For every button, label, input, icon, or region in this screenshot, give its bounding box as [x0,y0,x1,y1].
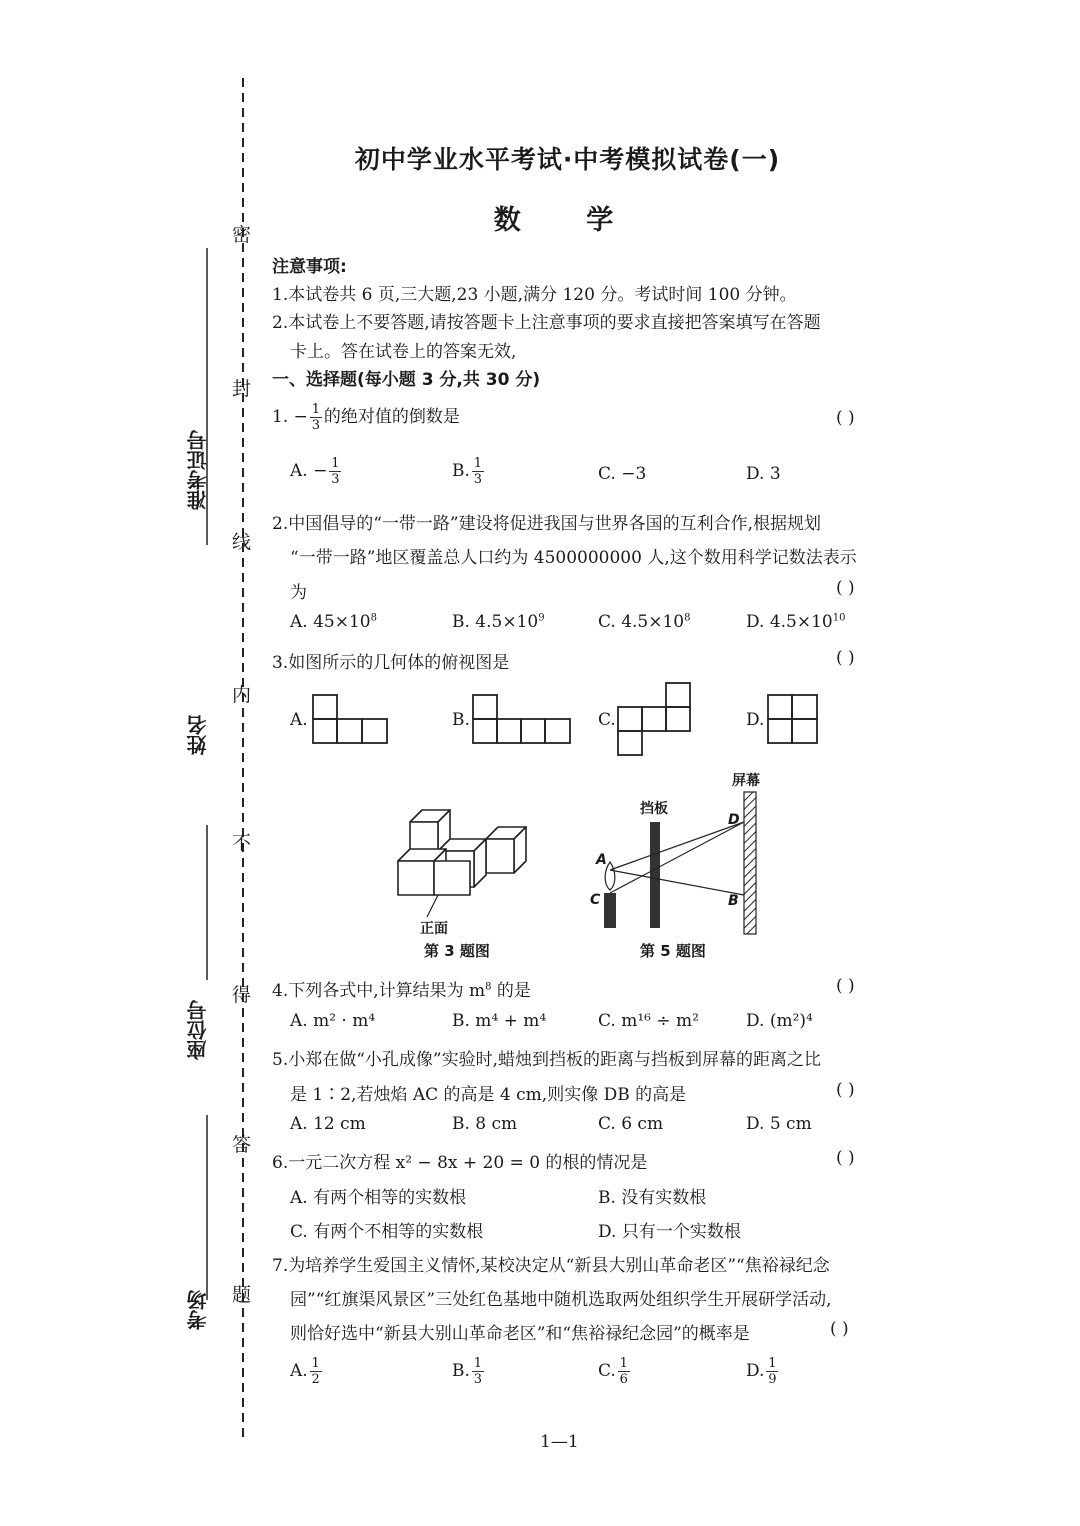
q3-option-a-label[interactable]: A. [290,710,308,730]
fig5-point-c: C [590,892,601,908]
seal-char: 答 [232,1134,252,1156]
answer-paren: ( ) [836,1148,855,1168]
seal-char: 内 [232,684,252,706]
fig5-candle [604,893,616,928]
answer-paren: ( ) [836,648,855,668]
fig5-board-label: 挡板 [640,801,668,817]
notes-item-1: 1.本试卷共 6 页,三大题,23 小题,满分 120 分。考试时间 100 分钟。 [272,285,797,305]
question-2-line-2: “一带一路”地区覆盖总人口约为 4500000000 人,这个数用科学记数法表示 [290,548,857,568]
question-6: 6.一元二次方程 x² − 8x + 20 = 0 的根的情况是 [272,1153,648,1173]
answer-paren: ( ) [836,1080,855,1100]
section-heading: 一、选择题(每小题 3 分,共 30 分) [272,370,541,390]
answer-paren: ( ) [836,976,855,996]
q6-option-c[interactable]: C. 有两个不相等的实数根 [290,1222,484,1242]
question-7-line-3: 则恰好选中“新县大别山革命老区”和“焦裕禄纪念园”的概率是 [290,1324,750,1344]
q2-option-b[interactable]: B. $4.5\times 10^9$ [452,612,545,632]
fig3-cubes [398,810,526,895]
question-5-line-1: 5.小郑在做“小孔成像”实验时,蜡烛到挡板的距离与挡板到屏幕的距离之比 [272,1050,822,1070]
notes-item-2: 2.本试卷上不要答题,请按答题卡上注意事项的要求直接把答案填写在答题 [272,313,821,333]
exam-id-label: 准考证号 [186,430,210,510]
question-2-line-3: 为 [290,583,307,603]
fig5-caption: 第 5 题图 [640,942,706,960]
q1-option-d[interactable]: D. 3 [746,464,781,484]
q7-option-a[interactable]: A. $\frac{1}{2}$ [290,1356,320,1387]
q4-option-a[interactable]: A. m² · m⁴ [290,1011,376,1031]
paper-title: 初中学业水平考试·中考模拟试卷(一) [354,145,781,174]
seal-char: 线 [232,531,252,553]
q6-option-d[interactable]: D. 只有一个实数根 [598,1222,741,1242]
q2-option-c[interactable]: C. $4.5\times 10^8$ [598,612,691,632]
q5-option-c[interactable]: C. 6 cm [598,1114,664,1134]
q6-option-a[interactable]: A. 有两个相等的实数根 [290,1188,467,1208]
answer-paren: ( ) [836,408,855,428]
q3-option-d-label[interactable]: D. [746,710,765,730]
fig5-point-b: B [728,893,739,909]
q2-option-a[interactable]: A. $45\times 10^8$ [290,612,377,632]
q5-option-a[interactable]: A. 12 cm [290,1114,366,1134]
q1-option-a[interactable]: A. − $\frac{1}{3}$ [290,456,340,487]
q2-option-d[interactable]: D. $4.5\times 10^{10}$ [746,612,846,632]
fig3-front-label: 正面 [420,921,448,937]
question-3: 3.如图所示的几何体的俯视图是 [272,653,510,673]
question-4: 4.下列各式中,计算结果为 $m^8$ 的是 [272,981,531,1001]
q1-option-b[interactable]: B. $\frac{1}{3}$ [452,456,483,487]
fig5-screen [744,792,756,934]
q7-option-b[interactable]: B. $\frac{1}{3}$ [452,1356,483,1387]
seal-char: 封 [232,378,252,400]
q6-option-b[interactable]: B. 没有实数根 [598,1188,707,1208]
q4-option-c[interactable]: C. m¹⁶ ÷ m² [598,1011,699,1031]
q3-option-b-label[interactable]: B. [452,710,470,730]
seat-label: 座位号 [186,1000,210,1060]
seal-char: 密 [232,224,252,246]
q5-option-d[interactable]: D. 5 cm [746,1114,812,1134]
q5-option-b[interactable]: B. 8 cm [452,1114,518,1134]
fig5-board [650,822,660,928]
fig5-point-d: D [728,812,740,828]
fig5-screen-label: 屏幕 [732,773,760,789]
subject-title: 数 学 [493,205,642,236]
question-1: 1. − $\frac{1}{3}$ 的绝对值的倒数是 [272,402,460,433]
question-5-line-2: 是 1∶2,若烛焰 AC 的高是 4 cm,则实像 DB 的高是 [290,1085,687,1105]
name-label: 姓名 [186,715,210,755]
question-7-line-2: 园”“红旗渠风景区”三处红色基地中随机选取两处组织学生开展研学活动, [290,1290,832,1310]
answer-paren: ( ) [836,578,855,598]
answer-paren: ( ) [830,1319,849,1339]
seal-char: 题 [232,1284,252,1306]
q1-option-c[interactable]: C. −3 [598,464,647,484]
room-label: 考场 [186,1290,210,1330]
q7-option-c[interactable]: C. $\frac{1}{6}$ [598,1356,628,1387]
seal-char: 得 [232,984,252,1006]
page-number: 1—1 [540,1432,579,1452]
fig3-caption: 第 3 题图 [424,942,490,960]
fig5-point-a: A [596,852,607,868]
q3-option-c-label[interactable]: C. [598,710,616,730]
seal-char: 不 [232,832,252,854]
q7-option-d[interactable]: D. $\frac{1}{9}$ [746,1356,777,1387]
q4-option-b[interactable]: B. m⁴ + m⁴ [452,1011,547,1031]
question-2-line-1: 2.中国倡导的“一带一路”建设将促进我国与世界各国的互利合作,根据规划 [272,514,822,534]
notes-heading: 注意事项: [272,257,347,277]
q4-option-d[interactable]: D. (m²)⁴ [746,1011,813,1031]
notes-item-2-cont: 卡上。答在试卷上的答案无效, [290,342,517,362]
fraction: $\frac{1}{3}$ [311,402,321,433]
question-7-line-1: 7.为培养学生爱国主义情怀,某校决定从“新县大别山革命老区”“焦裕禄纪念 [272,1256,830,1276]
